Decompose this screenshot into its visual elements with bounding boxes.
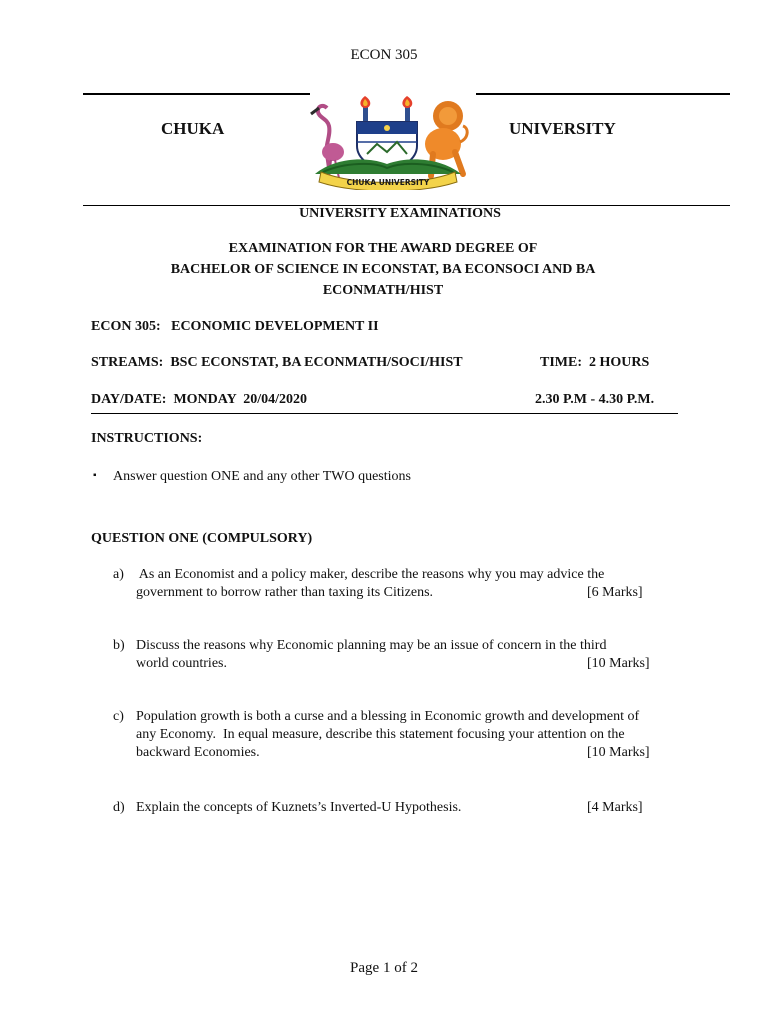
streams-info: STREAMS: BSC ECONSTAT, BA ECONMATH/SOCI/HIST (91, 355, 463, 370)
instruction-item: Answer question ONE and any other TWO questions (113, 469, 411, 484)
header-rule-right (476, 93, 730, 95)
question-part-b-marks: [10 Marks] (587, 656, 650, 671)
exam-heading: UNIVERSITY EXAMINATIONS (299, 206, 501, 221)
question-part-a-marks: [6 Marks] (587, 585, 643, 600)
motto-ribbon-icon (319, 172, 457, 190)
award-title-line-2: BACHELOR OF SCIENCE IN ECONSTAT, BA ECONSOCI AND BA (170, 262, 596, 277)
instructions-heading: INSTRUCTIONS: (91, 431, 203, 446)
university-crest-logo (305, 94, 471, 190)
question-part-letter-b: b) (113, 638, 125, 653)
question-part-c-line-1: Population growth is both a curse and a blessing in Economic growth and development of (136, 709, 640, 724)
question-part-b-line-1: Discuss the reasons why Economic planning may be an issue of concern in the third (136, 638, 607, 653)
award-title-line-3: ECONMATH/HIST (322, 283, 444, 298)
question-part-letter-a: a) (113, 567, 124, 582)
header-rule-left (83, 93, 310, 95)
university-name-left: CHUKA (161, 119, 225, 138)
university-name-right: UNIVERSITY (509, 119, 616, 138)
question-part-c-line-3: backward Economies. (136, 745, 260, 760)
question-part-c-marks: [10 Marks] (587, 745, 650, 760)
question-part-b-line-2: world countries. (136, 656, 227, 671)
question-part-letter-d: d) (113, 800, 125, 815)
question-part-d-marks: [4 Marks] (587, 800, 643, 815)
question-part-letter-c: c) (113, 709, 124, 724)
exam-day-date: DAY/DATE: MONDAY 20/04/2020 (91, 392, 307, 407)
bullet-icon: ▪ (93, 470, 97, 481)
question-part-d-line-1: Explain the concepts of Kuznets’s Inverted-U Hypothesis. (136, 800, 462, 815)
header-course-code: ECON 305 (350, 47, 418, 63)
question-part-c-line-2: any Economy. In equal measure, describe this statement focusing your attention on the (136, 727, 625, 742)
award-title-line-1: EXAMINATION FOR THE AWARD DEGREE OF (228, 241, 538, 256)
exam-time-span: 2.30 P.M - 4.30 P.M. (535, 392, 655, 407)
svg-text:CHUKA UNIVERSITY: CHUKA UNIVERSITY (346, 178, 430, 187)
page-number: Page 1 of 2 (350, 960, 418, 976)
course-title: ECON 305: ECONOMIC DEVELOPMENT II (91, 319, 379, 334)
exam-duration: TIME: 2 HOURS (540, 355, 650, 370)
question-part-a-line-2: government to borrow rather than taxing its Citizens. (136, 585, 434, 600)
meta-divider (91, 413, 678, 414)
question-part-a-line-1: As an Economist and a policy maker, describe the reasons why you may advice the (136, 567, 605, 582)
torch-flame-icon (360, 96, 412, 124)
question-one-heading: QUESTION ONE (COMPULSORY) (91, 531, 313, 546)
